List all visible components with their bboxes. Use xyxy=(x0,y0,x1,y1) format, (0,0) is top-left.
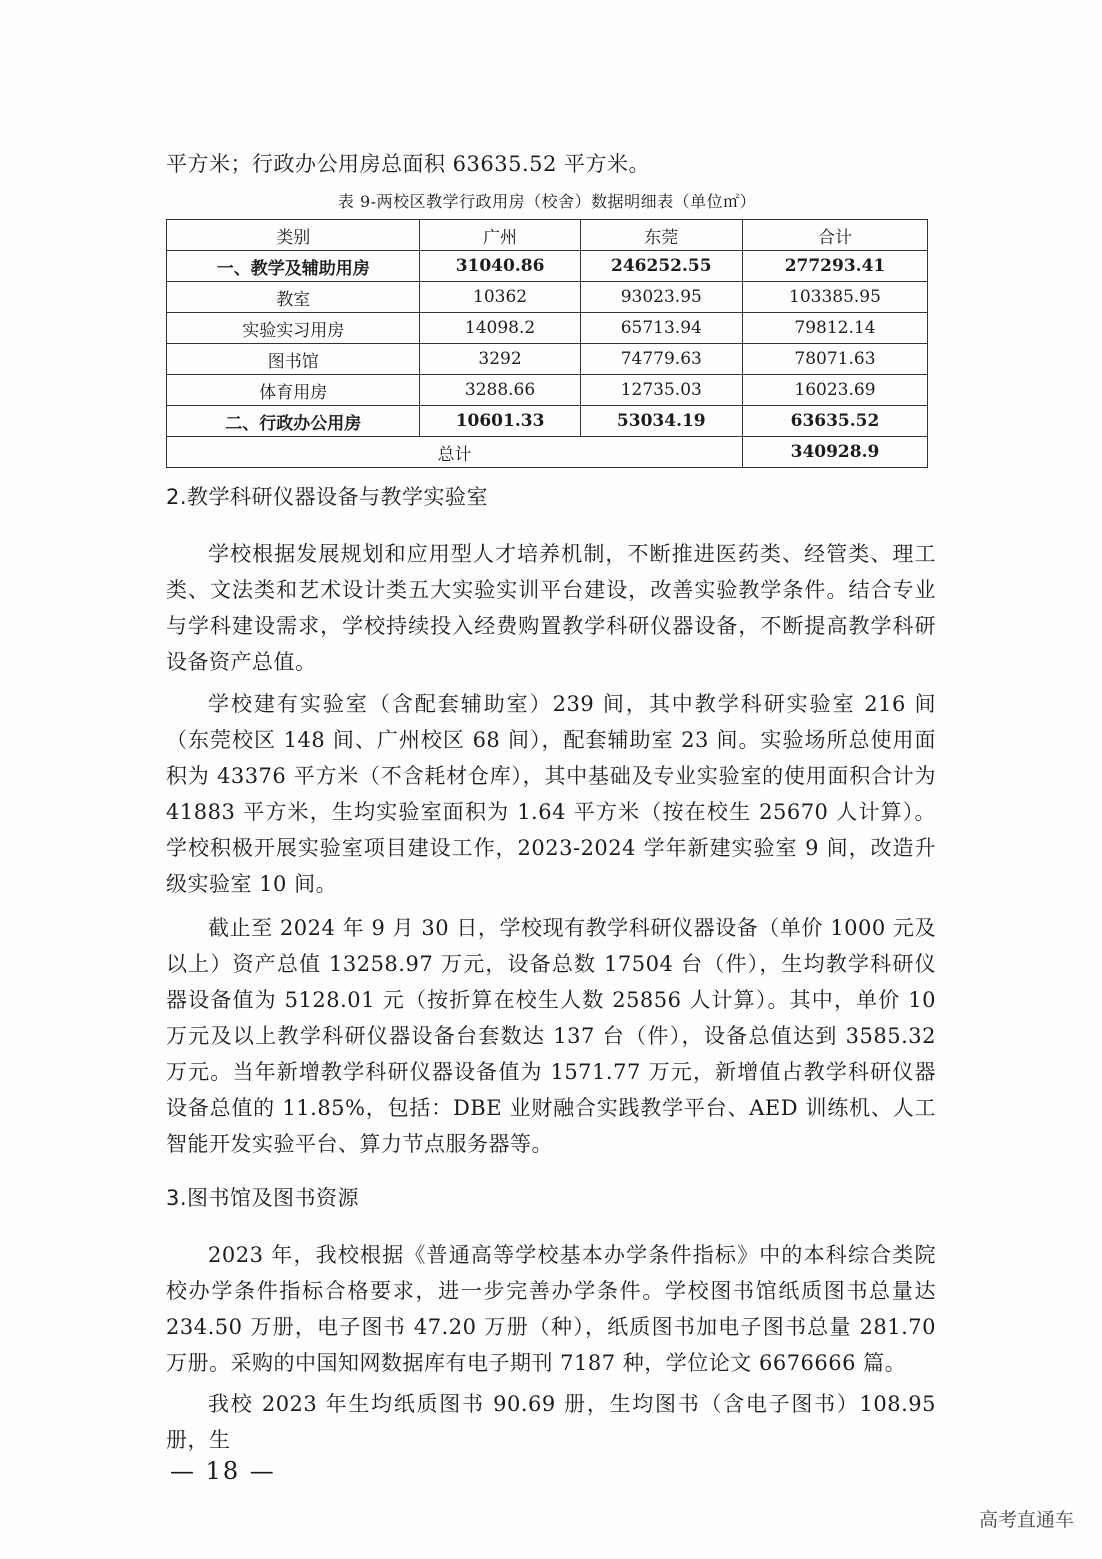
table-row xyxy=(167,406,928,437)
cell-guangzhou: 31040.86 xyxy=(420,251,580,282)
section2-paragraph-3: 截止至 2024 年 9 月 30 日，学校现有教学科研仪器设备（单价 1000 元及以上）资产总值 13258.97 万元，设备总数 17504 台（件），生均教学科研仪器设备值为 5128.01 元（按折算在校生人数 25856 人计算）。其中，单价 10 万元及以上教学科研仪器设备台套数达 137 台（件），设备总值达到 3585.32 万元。当年新增教学科研仪器设备值为 1571.77 万元，新增值占教学科研仪器设备总值的 11.85%，包括：DBE 业财融合实践教学平台、AED 训练机、人工智能开发实验平台、算力节点服务器等。 xyxy=(166,916,936,1156)
total-label: 总计 xyxy=(167,437,743,468)
watermark-text: 高考直通车 xyxy=(978,1509,1074,1531)
cell-dongguan: 65713.94 xyxy=(580,313,742,344)
intro-line: 平方米；行政办公用房总面积 63635.52 平方米。 xyxy=(166,152,651,176)
cell-guangzhou: 3292 xyxy=(420,344,580,375)
page-number: — 18 — xyxy=(170,1457,276,1485)
cell-guangzhou: 3288.66 xyxy=(420,375,580,406)
cell-total: 63635.52 xyxy=(742,406,927,437)
cell-dongguan: 93023.95 xyxy=(580,282,742,313)
table-row xyxy=(167,375,928,406)
cell-guangzhou: 10362 xyxy=(420,282,580,313)
table-row xyxy=(167,282,928,313)
table-total-row xyxy=(167,437,928,468)
cell-dongguan: 12735.03 xyxy=(580,375,742,406)
row-label: 实验实习用房 xyxy=(167,313,420,344)
cell-total: 79812.14 xyxy=(742,313,927,344)
section3-paragraph-1: 2023 年，我校根据《普通高等学校基本办学条件指标》中的本科综合类院校办学条件指标合格要求，进一步完善办学条件。学校图书馆纸质图书总量达 234.50 万册，电子图书 47.20 万册（种），纸质图书加电子图书总量 281.70 万册。采购的中国知网数据库有电子期刊 7187 种，学位论文 6676666 篇。 xyxy=(166,1243,936,1375)
section2-paragraph-2: 学校建有实验室（含配套辅助室）239 间，其中教学科研实验室 216 间（东莞校区 148 间、广州校区 68 间），配套辅助室 23 间。实验场所总使用面积为 43376 平方米（不含耗材仓库），其中基础及专业实验室的使用面积合计为 41883 平方米，生均实验室面积为 1.64 平方米（按在校生 25670 人计算）。学校积极开展实验室项目建设工作，2023-2024 学年新建实验室 9 间，改造升级实验室 10 间。 xyxy=(166,692,936,896)
row-label: 二、行政办公用房 xyxy=(167,406,420,437)
data-table xyxy=(166,219,928,468)
header-dongguan: 东莞 xyxy=(580,220,742,251)
table-row xyxy=(167,251,928,282)
cell-guangzhou: 10601.33 xyxy=(420,406,580,437)
cell-total: 16023.69 xyxy=(742,375,927,406)
cell-total: 103385.95 xyxy=(742,282,927,313)
table-row xyxy=(167,344,928,375)
table-row xyxy=(167,313,928,344)
row-label: 体育用房 xyxy=(167,375,420,406)
header-total: 合计 xyxy=(742,220,927,251)
cell-dongguan: 53034.19 xyxy=(580,406,742,437)
section2-paragraph-1: 学校根据发展规划和应用型人才培养机制，不断推进医药类、经管类、理工类、文法类和艺术设计类五大实验实训平台建设，改善实验教学条件。结合专业与学科建设需求，学校持续投入经费购置教学科研仪器设备，不断提高教学科研设备资产总值。 xyxy=(166,542,936,674)
cell-total: 277293.41 xyxy=(742,251,927,282)
cell-dongguan: 246252.55 xyxy=(580,251,742,282)
cell-dongguan: 74779.63 xyxy=(580,344,742,375)
table-header-row xyxy=(167,220,928,251)
row-label: 图书馆 xyxy=(167,344,420,375)
section3-heading: 3.图书馆及图书资源 xyxy=(166,1186,360,1210)
section2-heading: 2.教学科研仪器设备与教学实验室 xyxy=(166,485,489,509)
total-value: 340928.9 xyxy=(742,437,927,468)
header-category: 类别 xyxy=(167,220,420,251)
section3-paragraph-2: 我校 2023 年生均纸质图书 90.69 册，生均图书（含电子图书）108.95 册，生 xyxy=(166,1392,936,1452)
cell-total: 78071.63 xyxy=(742,344,927,375)
table-caption: 表 9-两校区教学行政用房（校舍）数据明细表（单位㎡） xyxy=(337,192,757,211)
header-guangzhou: 广州 xyxy=(420,220,580,251)
cell-guangzhou: 14098.2 xyxy=(420,313,580,344)
row-label: 教室 xyxy=(167,282,420,313)
row-label: 一、教学及辅助用房 xyxy=(167,251,420,282)
